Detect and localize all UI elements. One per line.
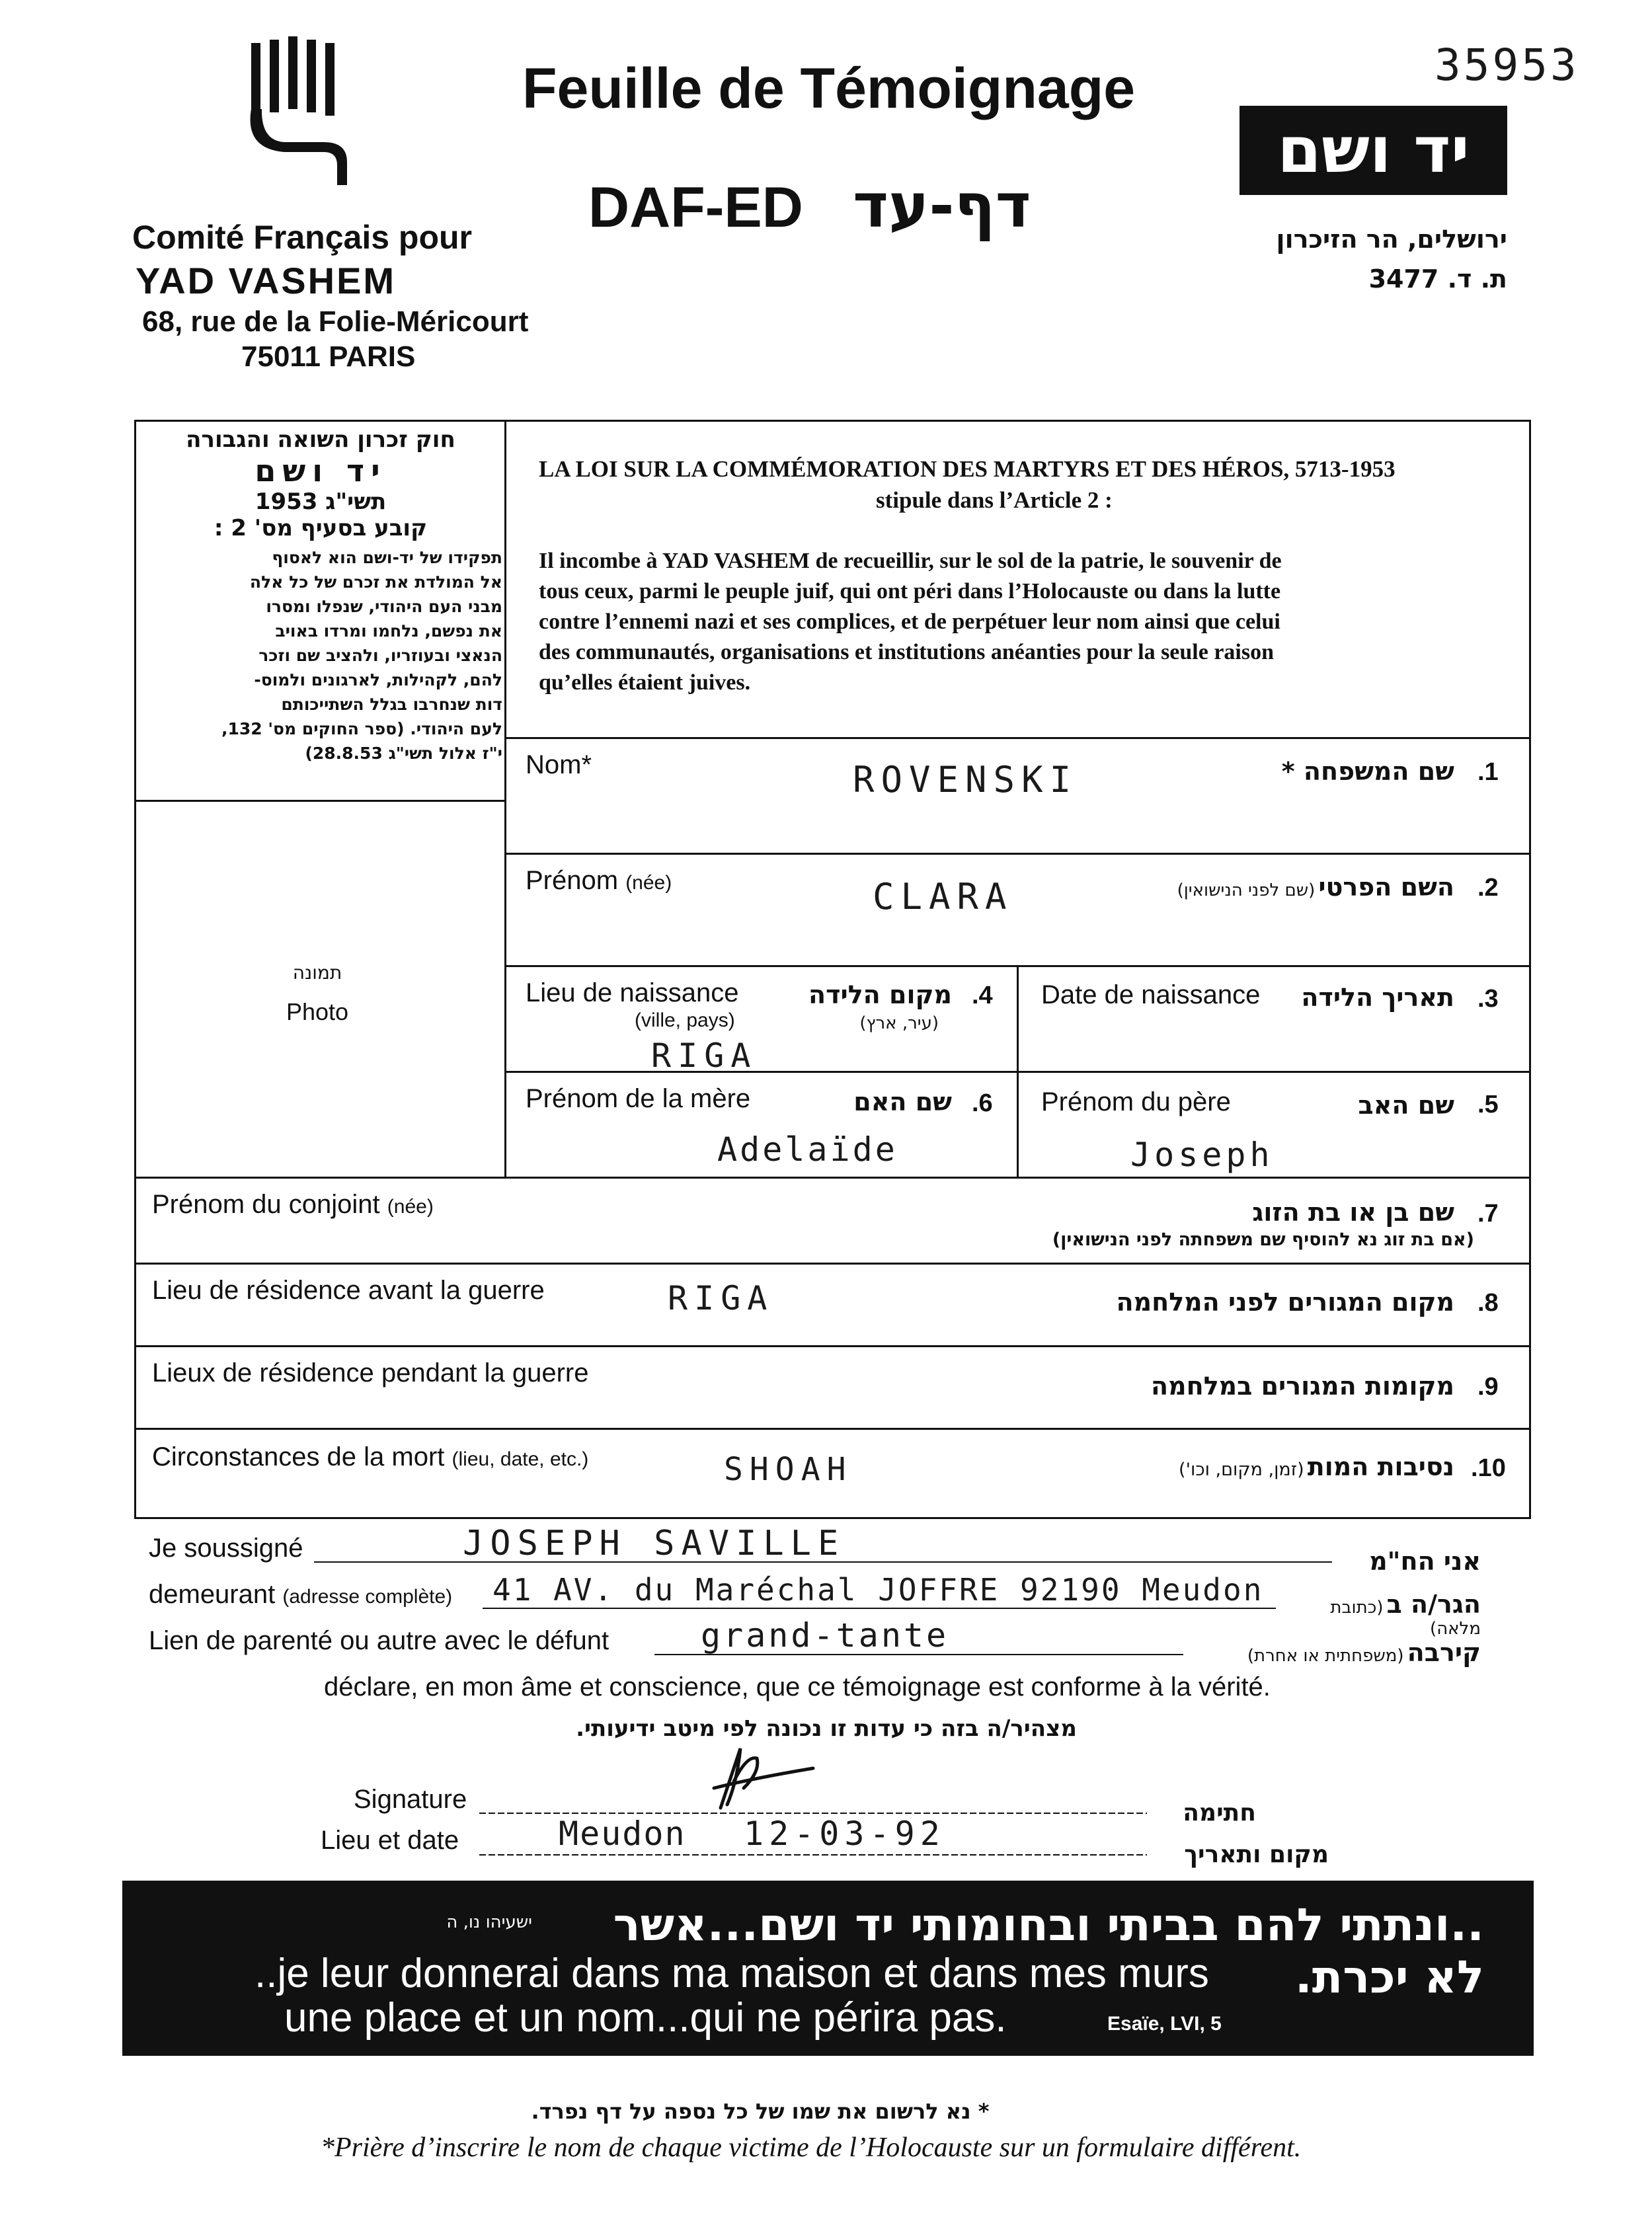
law-he-body-7: דות שנחרבו בגלל השתייכותם bbox=[281, 695, 502, 714]
residence-pendant-label: Lieux de résidence pendant la guerre bbox=[152, 1358, 589, 1388]
banner-he: ..ונתתי להם בביתי ובחומותי יד ושם...אשר לא יכרת. bbox=[613, 1899, 1484, 2004]
nom-number: .1 bbox=[1477, 758, 1499, 786]
banner-fr-ref: Esaïe, LVI, 5 bbox=[1107, 2013, 1222, 2035]
law-he-body-8: לעם היהודי. (ספר החוקים מס' 132, bbox=[221, 719, 502, 738]
lien-value[interactable]: grand-tante bbox=[701, 1616, 949, 1655]
law-he-article: קובע בסעיף מס' 2 : bbox=[214, 515, 428, 541]
subtitle-he: דף-עד bbox=[853, 171, 1031, 241]
photo-label-fr: Photo bbox=[286, 998, 349, 1025]
soussigne-label: Je soussigné bbox=[149, 1534, 303, 1563]
law-fr-body-3: contre l’ennemi nazi et ses complices, et de perpétuer leur nom ainsi que celui bbox=[539, 609, 1280, 634]
lieu-date-label: Lieu et date bbox=[321, 1826, 459, 1855]
footer-fr: *Prière d’inscrire le nom de chaque victime de l’Holocauste sur un formulaire différent. bbox=[321, 2132, 1302, 2163]
demeurant-label-text: demeurant bbox=[149, 1580, 276, 1609]
prenom-he-text: השם הפרטי bbox=[1318, 873, 1454, 902]
residence-pendant-he: מקומות המגורים במלחמה bbox=[1150, 1372, 1454, 1401]
committee-line-3: 68, rue de la Folie-Méricourt bbox=[142, 305, 529, 338]
circonstances-label-small: (lieu, date, etc.) bbox=[452, 1448, 589, 1470]
archive-number: 35953 bbox=[1435, 40, 1579, 91]
lien-label: Lien de parenté ou autre avec le défunt bbox=[149, 1626, 610, 1655]
date-naissance-he: תאריך הלידה bbox=[1301, 983, 1454, 1012]
law-he-body-4: את נפשם, נלחמו ומרדו באויב bbox=[275, 621, 502, 641]
circonstances-label bbox=[152, 1442, 588, 1472]
prenom-pere-label: Prénom du père bbox=[1041, 1087, 1231, 1116]
prenom-number: .2 bbox=[1477, 874, 1499, 902]
menorah-logo bbox=[238, 36, 370, 188]
circonstances-he-small: (זמן, מקום, וכו') bbox=[1179, 1460, 1304, 1480]
lieu-naissance-small: (ville, pays) bbox=[635, 1009, 735, 1031]
prenom-label-text: Prénom bbox=[526, 866, 619, 895]
conjoint-he: שם בן או בת הזוג bbox=[1252, 1198, 1454, 1227]
circonstances-he-text: נסיבות המות bbox=[1307, 1452, 1454, 1481]
demeurant-label bbox=[149, 1580, 452, 1610]
conjoint-label bbox=[152, 1190, 434, 1220]
lieu-date-he: מקום ותאריך bbox=[1184, 1841, 1329, 1868]
lien-he-small: (משפחתית או אחרת) bbox=[1247, 1646, 1404, 1666]
lieu-naissance-value[interactable]: RIGA bbox=[651, 1036, 758, 1075]
law-fr-body-1: Il incombe à YAD VASHEM de recueillir, sur le sol de la patrie, le souvenir de bbox=[539, 549, 1282, 573]
signature-label: Signature bbox=[354, 1785, 467, 1814]
law-fr-body-4: des communautés, organisations et institutions anéanties pour la seule raison bbox=[539, 640, 1275, 664]
law-he-body-5: הנאצי ובעוזריו, ולהציב שם וזכר bbox=[258, 646, 502, 665]
conjoint-label-text: Prénom du conjoint bbox=[152, 1190, 380, 1219]
address-he-2: ת. ד. 3477 bbox=[1368, 264, 1507, 293]
prenom-pere-he: שם האב bbox=[1358, 1091, 1454, 1120]
footer-he: * נא לרשום את שמו של כל נספה על דף נפרד. bbox=[531, 2099, 990, 2124]
law-he-body-3: מבני העם היהודי, שנפלו ומסרו bbox=[266, 597, 502, 616]
lieu-naissance-label: Lieu de naissance bbox=[526, 978, 739, 1007]
prenom-he-small: (שם לפני הנישואין) bbox=[1177, 880, 1316, 900]
prenom-mere-value[interactable]: Adelaïde bbox=[717, 1130, 898, 1169]
circonstances-number: .10 bbox=[1471, 1454, 1506, 1482]
signature-he: חתימה bbox=[1183, 1799, 1256, 1826]
conjoint-number: .7 bbox=[1477, 1200, 1499, 1228]
law-he-body-9: י"ז אלול תשי"ג 28.8.53) bbox=[305, 744, 502, 763]
nom-label: Nom* bbox=[526, 750, 592, 779]
banner-he-ref: ישעיהו נו, ה bbox=[446, 1912, 532, 1932]
lieu-naissance-number: .4 bbox=[972, 982, 993, 1009]
demeurant-label-small: (adresse complète) bbox=[282, 1586, 453, 1608]
prenom-label-small: (née) bbox=[625, 872, 672, 894]
banner-fr-line2: une place et un nom...qui ne périra pas. bbox=[284, 1995, 1007, 2041]
demeurant-he bbox=[1276, 1590, 1481, 1639]
date-naissance-label: Date de naissance bbox=[1041, 980, 1261, 1009]
lien-he bbox=[1190, 1638, 1481, 1667]
lieu-date-place[interactable]: Meudon bbox=[559, 1815, 686, 1853]
quote-banner bbox=[122, 1881, 1534, 2056]
soussigne-value[interactable]: JOSEPH SAVILLE bbox=[463, 1524, 846, 1563]
law-he-title: חוק זכרון השואה והגבורה bbox=[186, 426, 455, 453]
law-fr-body-2: tous ceux, parmi le peuple juif, qui ont péri dans l’Holocauste ou dans la lutte bbox=[539, 579, 1281, 604]
subtitle-fr: DAF-ED bbox=[588, 176, 803, 239]
conjoint-he-small: (אם בת זוג נא להוסיף שם משפחתה לפני הנישואין) bbox=[1052, 1230, 1474, 1250]
declare-fr: déclare, en mon âme et conscience, que ce témoignage est conforme à la vérité. bbox=[324, 1672, 1271, 1701]
signature-mark[interactable] bbox=[694, 1742, 826, 1821]
prenom-pere-value[interactable]: Joseph bbox=[1130, 1136, 1274, 1174]
prenom-mere-he: שם האם bbox=[853, 1087, 952, 1116]
law-box-he bbox=[139, 426, 502, 765]
yad-vashem-logo bbox=[1239, 106, 1507, 195]
law-fr-subtitle: stipule dans l’Article 2 : bbox=[876, 487, 1113, 513]
committee-line-4: 75011 PARIS bbox=[241, 340, 416, 373]
lieu-date-date[interactable]: 12-03-92 bbox=[744, 1815, 945, 1853]
demeurant-he-text: הגר/ה ב bbox=[1386, 1590, 1481, 1619]
law-he-year: תשי"ג 1953 bbox=[255, 489, 387, 515]
demeurant-he-small: (כתובת מלאה) bbox=[1330, 1598, 1481, 1639]
declare-he: מצהיר/ה בזה כי עדות זו נכונה לפי מיטב ידיעותי. bbox=[576, 1715, 1077, 1742]
lieu-naissance-he-small: (עיר, ארץ) bbox=[859, 1013, 939, 1033]
residence-avant-number: .8 bbox=[1477, 1289, 1499, 1317]
residence-avant-label: Lieu de résidence avant la guerre bbox=[152, 1276, 545, 1305]
soussigne-he: אני הח"מ bbox=[1369, 1547, 1481, 1576]
prenom-pere-number: .5 bbox=[1477, 1091, 1499, 1118]
page-title: Feuille de Témoignage bbox=[522, 57, 1136, 120]
prenom-mere-number: .6 bbox=[972, 1089, 993, 1117]
conjoint-label-small: (née) bbox=[387, 1196, 434, 1218]
circonstances-value[interactable]: SHOAH bbox=[724, 1451, 853, 1488]
yad-vashem-logo-text: יד ושם bbox=[1277, 113, 1470, 187]
lieu-naissance-he: מקום הלידה bbox=[808, 980, 952, 1009]
banner-fr-line1: ..je leur donnerai dans ma maison et dans mes murs bbox=[255, 1951, 1209, 1996]
prenom-value[interactable]: CLARA bbox=[873, 876, 1013, 918]
circonstances-label-text: Circonstances de la mort bbox=[152, 1442, 445, 1471]
residence-avant-he: מקום המגורים לפני המלחמה bbox=[1116, 1288, 1454, 1317]
committee-line-2: YAD VASHEM bbox=[136, 260, 397, 301]
nom-value[interactable]: ROVENSKI bbox=[853, 759, 1078, 801]
prenom-label-he bbox=[1091, 873, 1454, 902]
law-fr-title: LA LOI SUR LA COMMÉMORATION DES MARTYRS ET DES HÉROS, 5713-1953 bbox=[539, 456, 1396, 482]
address-he-1: ירושלים, הר הזיכרון bbox=[1276, 225, 1507, 254]
date-naissance-number: .3 bbox=[1477, 985, 1499, 1013]
law-he-body-6: להם, לקהילות, לארגונים ולמוס- bbox=[254, 670, 502, 689]
residence-pendant-number: .9 bbox=[1477, 1373, 1499, 1401]
committee-line-1: Comité Français pour bbox=[132, 219, 472, 256]
prenom-mere-label: Prénom de la mère bbox=[526, 1084, 751, 1113]
residence-avant-value[interactable]: RIGA bbox=[668, 1279, 774, 1317]
law-he-yad-vashem: יד ושם bbox=[255, 453, 387, 489]
circonstances-he bbox=[1031, 1452, 1454, 1481]
lien-he-text: קירבה bbox=[1407, 1638, 1481, 1667]
demeurant-value[interactable]: 41 AV. du Maréchal JOFFRE 92190 Meudon bbox=[492, 1572, 1264, 1608]
prenom-label bbox=[526, 866, 672, 896]
law-fr-body-5: qu’elles étaient juives. bbox=[539, 670, 751, 695]
law-he-body-1: תפקידו של יד-ושם הוא לאסוף bbox=[272, 548, 502, 567]
law-he-body-2: אל המולדת את זכרם של כל אלה bbox=[249, 572, 502, 592]
nom-label-he: שם המשפחה * bbox=[1281, 757, 1454, 786]
photo-label-he: תמונה bbox=[292, 962, 342, 984]
